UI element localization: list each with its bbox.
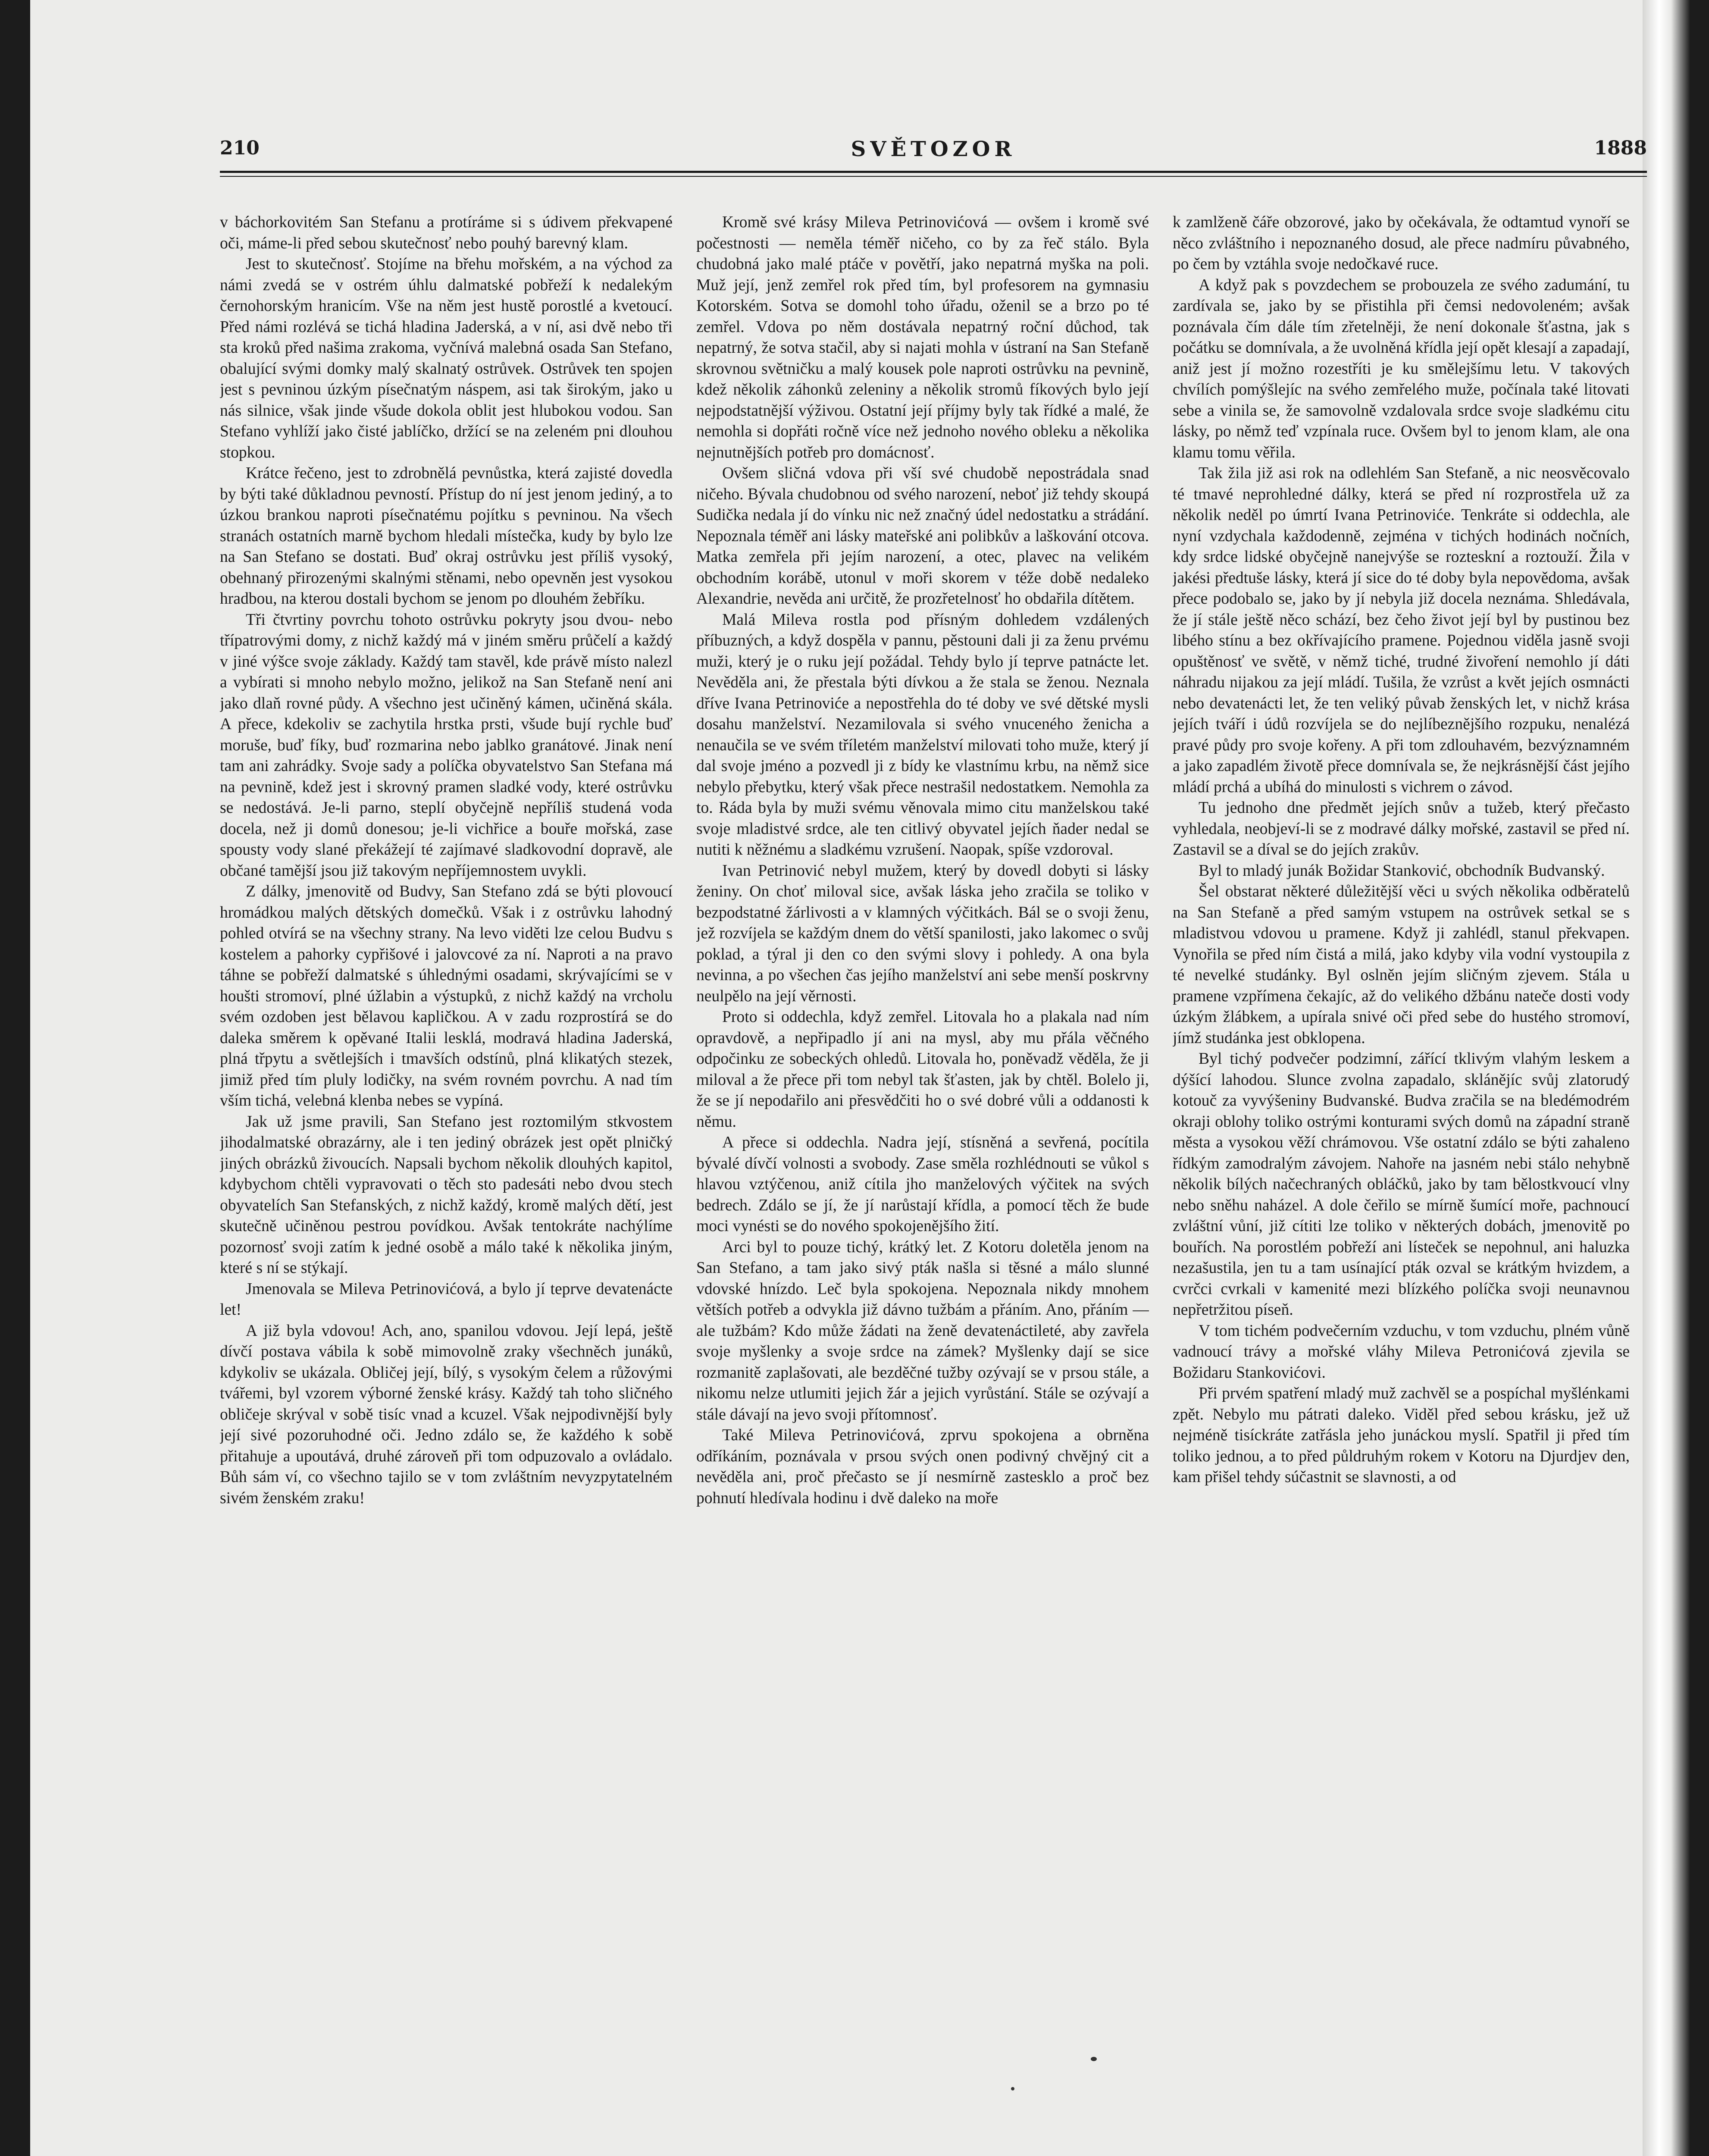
paragraph: Z dálky, jmenovitě od Budvy, San Stefano zdá se býti plovoucí hromádkou malých dětských domečků. Však i z ostrůvku lahodný pohled otvírá se na všechny strany. Na levo viděti lze celou Budvu s kostelem a pahorky cypřišové i jalovcové za ní. Naproti a na pravo táhne se pobřeží dalmatské s úhlednými osadami, skrývajícími se v houšti stromoví, plné úžlabin a výstupků, z nichž každý na vrcholu svém ozdoben jest bělavou kapličkou. A v zadu rozprostírá se do daleka směrem k opěvané Italii lesklá, modravá hladina Jaderská, plná třpytu a světlejších i tmavších odstínů, plná klikatých stezek, jimiž před tím pluly lodičky, na svém rovném povrchu. A nad tím vším tichá, velebná klenba nebes se vypíná. — [220, 883, 673, 1109]
paragraph: Také Mileva Petrinovićová, zprvu spokojena a obrněna odříkáním, poznávala v prsou svých onen podivný chvějný cit a nevěděla ani, proč přečasto se jí nesmírně zastesklo a proč bez pohnutí hledívala hodinu i dvě daleko na moře — [696, 1426, 1149, 1507]
newspaper-page — [30, 0, 1690, 2156]
paragraph: Proto si oddechla, když zemřel. Litovala ho a plakala nad ním opravdově, a nepřipadlo jí ani na mysl, aby mu přála věčného odpočinku ze sobeckých ohledů. Litovala ho, poněvadž věděla, že ji miloval a že přece při tom nebyl tak šťasten, jak by chtěl. Bolelo ji, že se jí nepodařilo ani přesvědčiti ho o své dobré vůli a oddanosti k němu. — [696, 1008, 1149, 1131]
ink-speck — [1011, 2087, 1014, 2090]
paragraph: Tři čtvrtiny povrchu tohoto ostrůvku pokryty jsou dvou- nebo třípatrovými domy, z nichž každý má v jiném směru průčelí a každý v jiné výšce svoje základy. Každý tam stavěl, kde právě místo nalezl a vybírati si mnoho nebylo možno, jelikož na San Stefaně není ani jako dlaň rovné půdy. A všechno jest učiněný kámen, učiněná skála. A přece, kdekoliv se zachytila hrstka prsti, všude bují rychle buď moruše, buď fíky, buď rozmarina nebo jablko granátové. Jinak není tam ani zahrádky. Svoje sady a políčka obyvatelstvo San Stefana má na pevnině, kdež jest i skrovný pramen sladké vody, které ostrůvku se nedostává. Je-li parno, steplí obyčejně nepříliš studená voda docela, než ji domů donesou; je-li vichřice a bouře mořská, zase spousty vody slané překážejí té zajímavé sladkovodní dopravě, ale občané tamější jsou již takovým nepříjemnostem uvykli. — [220, 611, 673, 880]
paragraph: Tu jednoho dne předmět jejích snův a tužeb, který přečasto vyhledala, neobjeví-li se z modravé dálky mořské, zastavil se před ní. Zastavil se a díval se do jejích zrakův. — [1173, 799, 1630, 859]
page-edge — [1643, 0, 1690, 2156]
page-year: 1888 — [1594, 137, 1647, 159]
paragraph: Byl to mladý junák Božidar Stanković, obchodník Budvanský. — [1199, 862, 1605, 880]
paragraph: Malá Mileva rostla pod přísným dohledem vzdálených příbuzných, a když dospěla v pannu, pěstouni dali ji za ženu prvému muži, který je o ruku její požádal. Tehdy bylo jí teprve patnácte let. Nevěděla ani, že přestala býti dívkou a že stala se ženou. Neznala dříve Ivana Petrinoviće a nepostřehla do té doby ve své dětské mysli dosahu manželství. Nezamilovala si svého vnuceného ženicha a nenaučila se ve svém tříletém manželství milovati toho muže, který jí dal svoje jméno a pozvedl ji z bídy ke vlastnímu krbu, na němž sice nebylo přebytku, který však přece nestrašil nedostatkem. Nemohla za to. Ráda byla by muži svému věnovala mimo citu manželskou také svoje mladistvé srdce, ale ten citlivý obyvatel jejích ňader nedal se nutiti k něžnému a sladkému vzrušení. Naopak, spíše vzdoroval. — [696, 611, 1149, 859]
journal-title: SVĚTOZOR — [851, 137, 1016, 161]
paragraph: Tak žila již asi rok na odlehlém San Stefaně, a nic neosvěcovalo té tmavé neprohledné dálky, která se před ní rozprostřela už za několik neděl po úmrtí Ivana Petrinoviće. Tenkráte si oddechla, ale nyní vzdychala každodenně, zejména v tichých hodinách nočních, kdy srdce lidské obyčejně nanejvýše se rozteskní a roztouží. Žila v jakési předtuše lásky, která jí sice do té doby byla nepovědoma, avšak přece podobalo se, jako by jí nebyla již docela neznáma. Shledávala, že jí stále ještě něco schází, bez čeho život její byl by pustinou bez libého stínu a bez okřívajícího pramene. Pojednou viděla jasně svoji opuštěnosť ve světě, v němž tiché, trudné živoření nemohlo jí dáti náhradu nijakou za její mládí. Tušila, že vzrůst a květ jejích osmnácti nebo devatenácti let, že ten veliký půvab ženských let, v nichž krása jejích tváří i údů rozvíjela se do nejlíbeznějšího rozpuku, nenalézá pravé půdy pro svoje kořeny. A při tom zdlouhavém, bezvýznamném a jako zapadlém životě přece domnívala se, že nejkrásnější část jejího mládí prchá a ubíhá do minulosti s vichrem o závod. — [1173, 464, 1630, 796]
text-column-left — [220, 212, 673, 2153]
page-header — [220, 137, 1647, 167]
paragraph: Jmenovala se Mileva Petrinovićová, a bylo jí teprve devatenácte let! — [220, 1280, 673, 1319]
paragraph: Krátce řečeno, jest to zdrobnělá pevnůstka, která zajisté dovedla by býti také důkladnou pevností. Přístup do ní jest jenom jediný, a to úzkou brankou naproti písečnatému pojítku s pevninou. Na všech stranách ostatních marně bychom hledali místečka, kudy by bylo lze na San Stefano se dostati. Buď okraj ostrůvku jest příliš vysoký, obehnaný přirozenými skalnými stěnami, nebo opevněn jest vysokou hradbou, na kterou dostali bychom se jenom po dlouhém žebříku. — [220, 464, 673, 608]
header-rule-thick — [220, 171, 1647, 173]
paragraph: Jak už jsme pravili, San Stefano jest roztomilým stkvostem jihodalmatské obrazárny, ale i ten jediný obrázek jest opět plničký jiných obrázků živoucích. Napsali bychom několik dlouhých kapitol, kdybychom chtěli vypravovati o těch sto padesáti nebo dvou stech obyvatelích San Stefanských, z nichž každý, kromě malých dětí, jest skutečně učiněnou pestrou povídkou. Avšak tentokráte nachýlíme pozornosť svoji zatím k jedné osobě a málo také k několika jiným, které s ní se stýkají. — [220, 1112, 673, 1277]
paragraph: A přece si oddechla. Nadra její, stísněná a sevřená, pocítila bývalé dívčí volnosti a svobody. Zase směla rozhlédnouti se vůkol s hlavou vztýčenou, aniž cítila jho manželových výčitek na svých bedrech. Zdálo se jí, že jí narůstají křídla, a pomocí těch že bude moci vynésti se do nového spokojenějšího žití. — [696, 1134, 1149, 1235]
paragraph: Jest to skutečnosť. Stojíme na břehu mořském, a na východ za námi zvedá se v ostrém úhlu dalmatské pobřeží k nedalekým černohorským hranicím. Vše na něm jest hustě porostlé a kvetoucí. Před námi rozlévá se tichá hladina Jaderská, a v ní, asi dvě nebo tři sta kroků před našima zrakoma, vyčnívá malebná osada San Stefano, obalující svými domky malý skalnatý ostrůvek. Ostrůvek ten spojen jest s pevninou úzkým písečnatým náspem, asi tak širokým, jako u nás silnice, však jinde všude dokola oblit jest hlubokou vodou. San Stefano vyhlíží jako čisté jablíčko, držící se na zeleném pni dlouhou stopkou. — [220, 255, 673, 461]
paragraph: Ovšem sličná vdova při vší své chudobě nepostrádala snad ničeho. Bývala chudobnou od svého narození, neboť již tehdy skoupá Sudička nedala jí do vínku nic než značný údel nedostatku a strádání. Nepoznala téměř ani lásky mateřské ani polibkův a laškování otcova. Matka zemřela při jejím narození, a otec, plavec na velikém obchodním korábě, utonul v moři skorem v téže době nedaleko Alexandrie, nevěda ani určitě, že prozřetelnosť ho obdařila dítětem. — [696, 464, 1149, 608]
paragraph: k zamlženě čáře obzorové, jako by očekávala, že odtamtud vynoří se něco zvláštního i nepoznaného dosud, ale přece nadmíru půvabného, po čem by vztáhla svoje nedočkavé ruce. — [1173, 213, 1630, 273]
paragraph: Kromě své krásy Mileva Petrinovićová — ovšem i kromě své počestnosti — neměla téměř ničeho, co by za řeč stálo. Byla chudobná jako malé ptáče v povětří, jako nepatrná myška na poli. Muž její, jenž zemřel rok před tím, byl profesorem na gymnasiu Kotorském. Sotva se domohl toho úřadu, oženil se a brzo po té zemřel. Vdova po něm dostávala nepatrný roční důchod, tak nepatrný, že sotva stačil, aby si najati mohla v ústraní na San Stefaně skrovnou světničku a malý kousek pole naproti ostrůvku na pevnině, kdež několik záhonků zeleniny a několik stromů fíkových bylo její nejpodstatnější výživou. Ostatní její příjmy byly tak řídké a malé, že nemohla si dopřáti ročně více než jednoho nového obleku a několika nejnutnějších potřeb pro domácnosť. — [696, 213, 1149, 461]
paragraph: A již byla vdovou! Ach, ano, spanilou vdovou. Její lepá, ještě dívčí postava vábila k sobě mimovolně zraky všechněch junáků, kdykoliv se ukázala. Obličej její, bílý, s vysokým čelem a růžovými tvářemi, byl vzorem výborné ženské krásy. Každý tah toho sličného obličeje skrýval v sobě tisíc vnad a kcuzel. Však nejpodivnější byly její sivé pozoruhodné oči. Jedno zdálo se, že každého k sobě přitahuje a upoutává, druhé zároveň při tom odpuzovalo a ovládalo. Bůh sám ví, co všechno tajilo se v tom zvláštním nevyzpytatelném sivém ženském zraku! — [220, 1322, 673, 1507]
paragraph: Při prvém spatření mladý muž zachvěl se a pospíchal myšlénkami zpět. Nebylo mu pátrati daleko. Viděl před sebou krásku, jež už nejméně tisíckráte zatřásla jeho junáckou myslí. Spatřil ji před tím toliko jednou, a to před půldruhým rokem v Kotoru na Djurdjev den, kam přišel tehdy súčastnit se slavnosti, a od — [1173, 1385, 1630, 1486]
page-number: 210 — [220, 137, 260, 159]
text-column-right — [1173, 212, 1630, 2153]
text-column-middle — [696, 212, 1149, 2153]
header-rule-thin — [220, 176, 1647, 177]
paragraph: Šel obstarat některé důležitější věci u svých několika odběratelů na San Stefaně a před samým vstupem na ostrůvek setkal se s mladistvou vdovou u pramene. Když ji zahlédl, stanul překvapen. Vynořila se před ním čistá a milá, jako kdyby vila vodní vystoupila z té nevelké studánky. Byl oslněn jejím sličným zjevem. Stála u pramene vzpřímena čekajíc, až do velikého džbánu nateče dosti vody úzkým žlábkem, a upírala snivé oči před sebe do hustého stromoví, jímž studánka jest obklopena. — [1173, 883, 1630, 1047]
paragraph: V tom tichém podvečerním vzduchu, v tom vzduchu, plném vůně vadnoucí trávy a mořské vláhy Mileva Petronićová zjevila se Božidaru Stankovićovi. — [1173, 1322, 1630, 1382]
paragraph: v báchorkovitém San Stefanu a protíráme si s údivem překvapené oči, máme-li před sebou skutečnosť nebo pouhý barevný klam. — [220, 213, 673, 252]
paragraph: Byl tichý podvečer podzimní, zářící tklivým vlahým leskem a dýšící lahodou. Slunce zvolna zapadalo, sklánějíc svůj zlatorudý kotouč za vyvýšeniny Budvanské. Budva zračila se na bledémodrém okraji oblohy toliko ostrými konturami svých domů na západní straně města a vysokou věží chrámovou. Vše ostatní zdálo se býti zahaleno řídkým zamodralým závojem. Nahoře na jasném nebi stálo nehybně několik bílých načechraných obláčků, jako by tam bělostkvoucí vlny nebo sněhu naházel. A dole čeřilo se mírně šumící moře, pachnoucí zvláštní vůní, již cítiti lze toliko v některých dobách, jmenovitě po bouřích. Na porostlém pobřeží ani lísteček se nepohnul, ani haluzka nezašustila, jen tu a tam usínající pták ozval se krátkým hvizdem, a cvrčci cvrkali v kamenité mezi blízkého políčka svoji neunavnou nepřetržitou píseň. — [1173, 1050, 1630, 1319]
paragraph: Arci byl to pouze tichý, krátký let. Z Kotoru doletěla jenom na San Stefano, a tam jako sivý pták našla si těsné a málo slunné vdovské hnízdo. Leč byla spokojena. Nepoznala nikdy mnohem větších potřeb a odvykla již dávno tužbám a přáním. Ano, přáním — ale tužbám? Kdo může žádati na ženě devatenáctileté, aby zavřela svoje myšlenky a svoje srdce na zámek? Myšlenky dají se sice rozmanitě zaplašovati, ale bezděčné tužby ozývají se v prsou stále, a nikomu nelze utlumiti jejich žár a jejich vyrůstání. Stále se ozývají a stále dávají na jevo svoji přítomnosť. — [696, 1238, 1149, 1423]
paragraph: Ivan Petrinović nebyl mužem, který by dovedl dobyti si lásky ženiny. On choť miloval sice, avšak láska jeho zračila se toliko v bezpodstatné žárlivosti a v klamných výčitkách. Bál se o svoji ženu, jež rozvíjela se každým dnem do větší spanilosti, jako lakomec o svůj poklad, a týral ji den co den svými slovy i pohledy. A ona byla nevinna, a po všechen čas jejího manželství ani sebe menší poskrvny neulpělo na její věrnosti. — [696, 862, 1149, 1005]
paragraph: A když pak s povzdechem se probouzela ze svého zadumání, tu zardívala se, jako by se přistihla při čemsi nedovoleném; avšak poznávala čím dále tím zřetelněji, že není dokonale šťastna, jak s počátku se domnívala, a že uvolněná křídla její opět klesají a zapadají, aniž jest jí možno rozestříti je ku smělejšímu letu. V takových chvílích pomýšlejíc na svého zemřelého muže, počínala také litovati sebe a vinila se, že samovolně vzdalovala srdce svoje sladkému citu lásky, po němž teď vzpínala ruce. Ovšem byl to jenom klam, ale ona klamu tomu věřila. — [1173, 276, 1630, 461]
ink-speck — [1091, 2057, 1097, 2061]
